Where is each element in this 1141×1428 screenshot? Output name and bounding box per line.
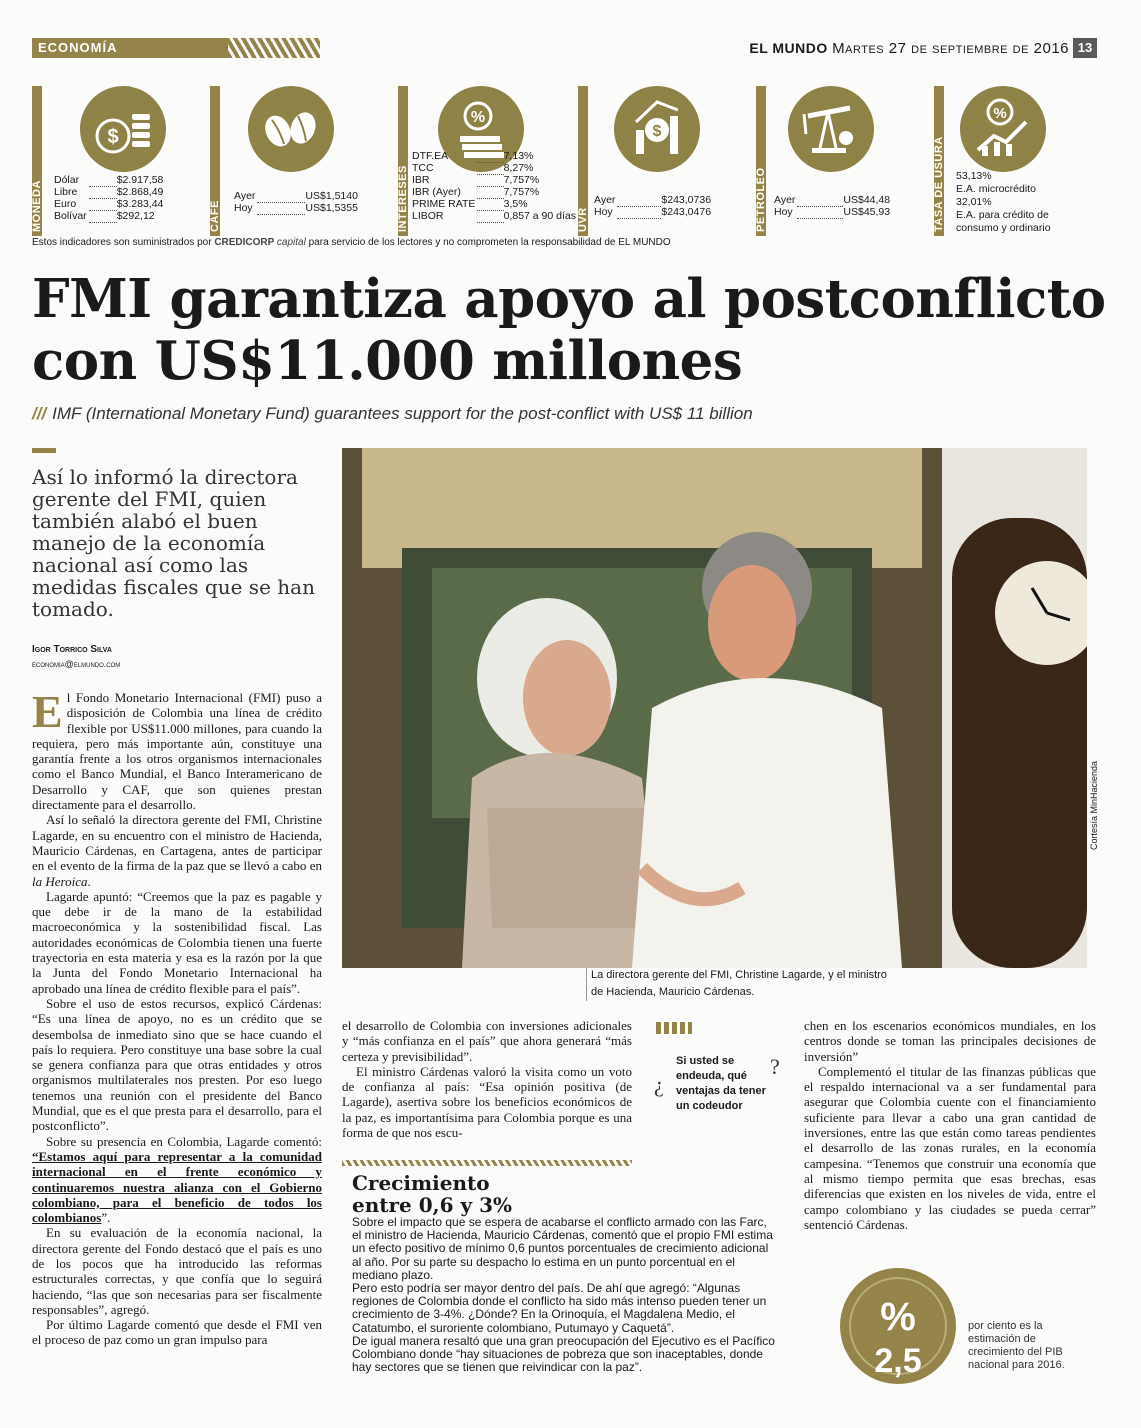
indicator-usura xyxy=(934,86,1094,236)
lede: Así lo informó la directora gerente del FMI, quien también alabó el buen manejo de la economía nacional así como las medidas fiscales que se han tomado. xyxy=(32,465,315,621)
question-open-mark: ¿ xyxy=(654,1072,664,1097)
paragraph: El ministro Cárdenas valoró la visita como un voto de confianza al país: “Esa opinión positiva (de Lagarde), asertiva sobre los beneficios económicos de la paz, es importantísima para Colombia porque es una forma de que nos escu- xyxy=(342,1063,632,1141)
petroleo-table xyxy=(774,194,892,219)
table-row: Bolívar $292,12 xyxy=(54,210,155,222)
usura-label: TASA DE USURA xyxy=(933,136,945,232)
subhead-accent xyxy=(342,1160,632,1166)
table-row: Ayer $243,0736 xyxy=(594,194,712,206)
box-stripes xyxy=(656,1022,692,1034)
moneda-label: MONEDA xyxy=(31,180,43,232)
petroleo-label: PETRÓLEO xyxy=(755,167,767,232)
oil-pump-icon xyxy=(788,86,874,172)
svg-text:%: % xyxy=(993,105,1007,122)
question-close-mark: ? xyxy=(770,1054,780,1079)
paragraph: Así lo señaló la directora gerente del FMI, Christine Lagarde, en su encuentro con el ministro de Hacienda, Mauricio Cárdenas, en Cartagena, antes de participar en el evento de la firma de la paz que se llevó a cabo en la Heroica. xyxy=(32,812,322,889)
issue-date: Martes 27 de septiembre de 2016 xyxy=(832,40,1069,57)
rising-bars-icon xyxy=(614,86,700,172)
intereses-table xyxy=(412,150,578,223)
table-row: LIBOR 0,857 a 90 días xyxy=(412,210,576,222)
highlighted-quote: “Estamos aquí para representar a la comunidad internacional en el frente económico y continuaremos nuestra alianza con el Gobierno colombiano, para el beneficio de todos los colombianos xyxy=(32,1148,322,1226)
svg-text:%: % xyxy=(470,109,486,126)
table-row: Ayer US$44,48 xyxy=(774,194,891,206)
paragraph: Sobre el uso de estos recursos, explicó Cárdenas: “Es una línea de apoyo, no es un crédito que se desembolsa de inmediato sino que se hace cuando el país lo requiera. Pero constituye una base sobre la cual se genera confianza para que otras entidades y otros organismos multilaterales nos presten. Por eso luego tenemos una reunión con el presidente del Banco Mundial, que es el que presta para el desarrollo, para el postconflicto”. xyxy=(32,995,322,1134)
coins-icon xyxy=(80,86,166,172)
uvr-table xyxy=(594,194,713,219)
percent-growth-icon xyxy=(960,86,1046,172)
stat-description: por ciento es la estimación de crecimiento del PIB nacional para 2016. xyxy=(968,1320,1065,1371)
indicator-uvr xyxy=(578,86,746,236)
section-bar xyxy=(32,38,320,58)
body-column-2 xyxy=(342,1018,632,1140)
table-row: Dólar $2.917,58 xyxy=(54,174,164,186)
table-row: PRIME RATE 3,5% xyxy=(412,198,528,210)
subhead: Crecimiento entre 0,6 y 3% xyxy=(352,1171,512,1217)
cafe-table xyxy=(234,190,360,215)
table-row: Hoy US$1,5355 xyxy=(234,202,358,214)
paragraph: chen en los escenarios económicos mundiales, en los centros donde se toman las principales decisiones de inversión” xyxy=(804,1018,1096,1064)
related-question-box[interactable] xyxy=(648,1022,788,1152)
stat-value: 2,5 xyxy=(874,1342,922,1380)
coffee-beans-icon xyxy=(248,86,334,172)
author-email: economia@elmundo.com xyxy=(32,659,121,669)
growth-section xyxy=(352,1216,778,1374)
moneda-table xyxy=(54,174,165,223)
subheadline: /// IMF (International Monetary Fund) guarantees support for the post-conflict with US$ 11 billion xyxy=(32,404,753,423)
accent-rule xyxy=(32,448,56,453)
body-column-1 xyxy=(32,686,322,1348)
table-row: Hoy $243,0476 xyxy=(594,206,712,218)
headline: FMI garantiza apoyo al postconflicto con US$11.000 millones xyxy=(32,268,1106,392)
cafe-label: CAFÉ xyxy=(209,200,221,232)
paragraph: Por último Lagarde comentó que desde el FMI ven el proceso de paz como un gran impulso para xyxy=(32,1317,322,1348)
stat-symbol: % xyxy=(880,1295,916,1339)
indicators-credits: Estos indicadores son suministrados por CREDICORP capital para servicio de los lectores y no comprometen la responsabilidad de EL MUNDO xyxy=(32,237,671,248)
table-row: DTF.EA 7,13% xyxy=(412,150,534,162)
indicator-moneda xyxy=(32,86,212,236)
paper-name: EL MUNDO xyxy=(749,40,828,56)
usura-text: 53,13% E.A. microcrédito 32,01% E.A. para crédito de consumo y ordinario xyxy=(956,170,1051,234)
table-row: Hoy US$45,93 xyxy=(774,206,891,218)
article-photo xyxy=(342,448,1087,968)
photo-caption: La directora gerente del FMI, Christine Lagarde, y el ministro de Hacienda, Mauricio Cárdenas. xyxy=(586,967,891,1001)
table-row: Euro $3.283,44 xyxy=(54,198,164,210)
drop-cap: E xyxy=(32,686,63,737)
photo-credit: Cortesía MinHacienda xyxy=(1089,760,1099,850)
paragraph: De igual manera resaltó que una gran preocupación del Ejecutivo es el Pacífico Colombiano donde “hay situaciones de pobreza que son inaceptables, donde hay sectores que se tienen que reivindicar con la paz”. xyxy=(352,1333,775,1375)
related-question-text[interactable]: Si usted se endeuda, qué ventajas da tener un codeudor xyxy=(676,1055,766,1112)
table-row: IBR (Ayer) 7,757% xyxy=(412,186,540,198)
table-row: TCC 8,27% xyxy=(412,162,534,174)
paragraph: Sobre el impacto que se espera de acabarse el conflicto armado con las Farc, el ministro de Hacienda, Mauricio Cárdenas, comentó que el propio FMI estima un efecto positivo de mínimo 0,6 puntos porcentuales de crecimiento adicional al año. Por su parte su despacho lo estima en un punto porcentual en el mediano plazo. xyxy=(352,1215,773,1282)
credicorp-logo: CREDICORP capital xyxy=(214,237,306,248)
indicator-petroleo xyxy=(756,86,926,236)
paragraph: En su evaluación de la economía nacional, la directora gerente del Fondo destacó que el país es uno de los pocos que ha introducido las reformas estructurales correctas, y que confía que lo seguirá haciendo, “las que son necesarias para ser fiscalmente responsables”, agregó. xyxy=(32,1225,322,1317)
table-row: IBR 7,757% xyxy=(412,174,540,186)
uvr-label: UVR xyxy=(577,207,589,232)
paragraph: El Fondo Monetario Internacional (FMI) puso a disposición de Colombia una línea de crédito flexible por US$11.000 millones, para cuando la requiera, pero más importante aún, constituye una garantía frente a los otros organismos internacionales como el Banco Mundial, el Banco Interamericano de Desarrollo y CAF, que son quienes prestan directamente para el desarrollo. xyxy=(32,686,322,813)
section-hatch xyxy=(228,38,320,58)
indicator-intereses xyxy=(398,86,578,236)
table-row: Ayer US$1,5140 xyxy=(234,190,358,202)
section-label: ECONOMÍA xyxy=(38,40,118,55)
table-row: Libre $2.868,49 xyxy=(54,186,164,198)
masthead xyxy=(749,40,1069,57)
paragraph: Lagarde apuntó: “Creemos que la paz es pagable y que debe ir de la mano de la estabilidad macroeconómica y la sostenibilidad fiscal. Las autoridades económicas de Colombia tienen una fuerte trayectoria en esta materia y esa es la razón por la que la Junta del Fondo Monetario Internacional ha aprobado una línea de crédito flexible para el país”. xyxy=(32,888,322,996)
svg-text:$: $ xyxy=(652,123,662,140)
indicator-cafe xyxy=(210,86,388,236)
svg-text:$: $ xyxy=(107,126,119,148)
author-name: Igor Torrico Silva xyxy=(32,644,112,655)
body-column-3 xyxy=(804,1018,1096,1232)
growth-stat xyxy=(838,1266,958,1386)
paragraph: Pero esto podría ser mayor dentro del país. De ahí que agregó: “Algunas regiones de Colombia donde el conflicto ha sido más intenso pueden tener un crecimiento de 3-4%. ¿Dónde? En la Orinoquía, el Magdalena Medio, el Catatumbo, el suroriente colombiano, Putumayo y Caquetá”. xyxy=(352,1281,767,1335)
paragraph: el desarrollo de Colombia con inversiones adicionales y “más confianza en el país” que ahora generará “más certeza y previsibilidad”. xyxy=(342,1018,632,1064)
paragraph: Sobre su presencia en Colombia, Lagarde comentó: “Estamos aquí para representar a la comunidad internacional en el frente económico y continuaremos nuestra alianza con el Gobierno colombiano, para el beneficio de todos los colombianos”. xyxy=(32,1133,322,1226)
page-number: 13 xyxy=(1073,38,1097,58)
paragraph: Complementó el titular de las finanzas públicas que el respaldo internacional va a ser fundamental para asegurar que Colombia cuente con el financiamiento suficiente para llevar a cabo una gran cantidad de inversiones, entre las que están como tareas pendientes el desarrollo de las zonas rurales, en la economía campesina. “Tenemos que construir una economía que al mismo tiempo permita que esas brechas, esas diferencias que existen en los niveles de vida, entre el campo colombiano y las ciudades se pueda cerrar” sentenció Cárdenas. xyxy=(804,1063,1096,1232)
intereses-label: INTERESES xyxy=(397,165,409,232)
